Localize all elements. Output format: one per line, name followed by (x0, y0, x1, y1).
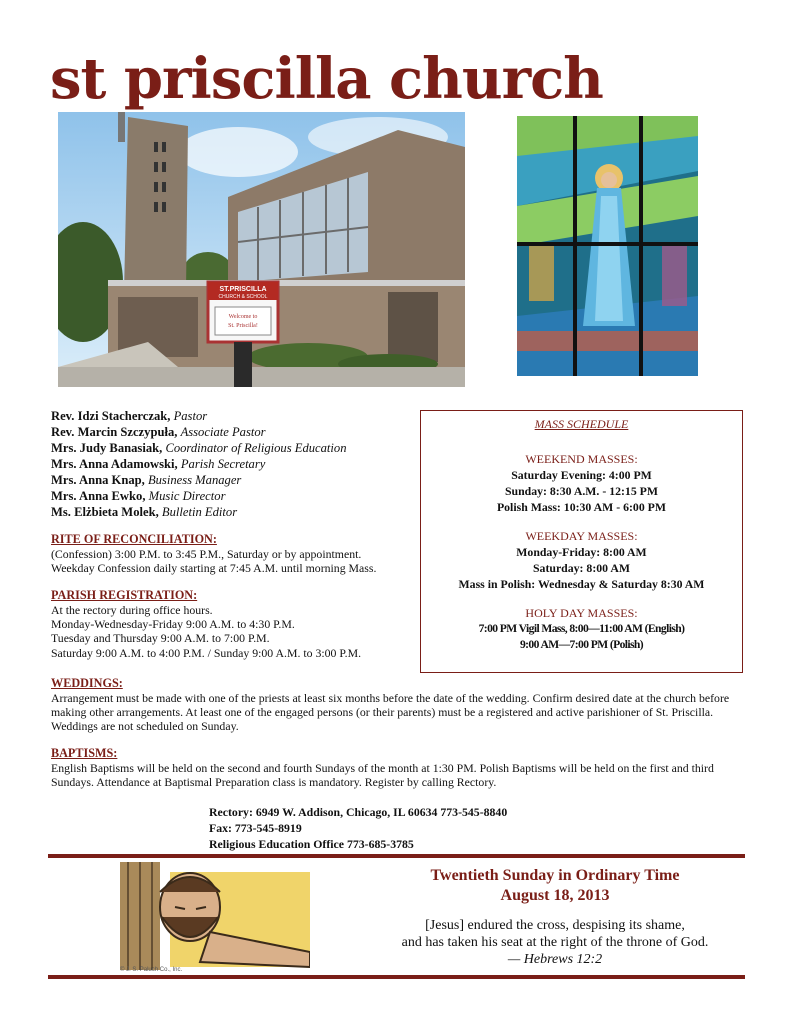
staff-row: Rev. Marcin Szczypuła, Associate Pastor (51, 425, 266, 439)
reconciliation-section (51, 532, 421, 575)
weddings-text: Arrangement must be made with one of the priests at least six months before the date of the wedding. Confirm desired date at the church before making other arrangements. At least one of the engaged persons (or their parents) must be a registered and active parishioner of St. Priscilla. Weddings are not scheduled on Sunday. (51, 691, 730, 734)
baptisms-heading: BAPTISMS: (51, 746, 118, 760)
mass-line: Sunday: 8:30 A.M. - 12:15 PM (504, 484, 659, 498)
rectory-contact (209, 804, 507, 852)
svg-text:ST.PRISCILLA: ST.PRISCILLA (219, 286, 267, 293)
staff-row: Rev. Idzi Stacherczak, Pastor (51, 409, 208, 423)
verse-line: [Jesus] endured the cross, despising its shame, (425, 918, 685, 933)
verse-citation: — Hebrews 12:2 (507, 952, 603, 967)
mass-line: Saturday: 8:00 AM (533, 561, 630, 575)
svg-text:Welcome to: Welcome to (228, 314, 258, 320)
divider-bottom (48, 975, 745, 979)
mass-line: 7:00 PM Vigil Mass, 8:00—11:00 AM (English) (478, 622, 685, 635)
rectory-line: Religious Education Office 773-685-3785 (209, 837, 414, 851)
sunday-date: August 18, 2013 (500, 887, 610, 904)
title-text: st priscilla church (50, 46, 603, 112)
mass-schedule-box (420, 410, 743, 673)
registration-line: Tuesday and Thursday 9:00 A.M. to 7:00 P.M. (51, 631, 270, 646)
mass-line: Saturday Evening: 4:00 PM (511, 468, 652, 482)
staff-row: Mrs. Anna Adamowski, Parish Secretary (51, 457, 266, 471)
baptisms-text: English Baptisms will be held on the second and fourth Sundays of the month at 1:30 PM. Polish Baptisms will be held on the first and third Sundays. Attendance at Baptismal Preparation class is mandatory. Register by calling Rectory. (51, 761, 714, 790)
baptisms-section (51, 746, 751, 789)
registration-section (51, 588, 421, 660)
rectory-line: Fax: 773-545-8919 (209, 821, 302, 835)
reconciliation-line: (Confession) 3:00 P.M. to 3:45 P.M., Saturday or by appointment. (51, 547, 362, 561)
divider-top (48, 854, 745, 858)
mass-line: Monday-Friday: 8:00 AM (516, 545, 647, 559)
reconciliation-heading: RITE OF RECONCILIATION: (51, 532, 217, 546)
mass-line: 9:00 AM—7:00 PM (Polish) (519, 638, 644, 651)
holy-day-heading: HOLY DAY MASSES: (525, 606, 638, 620)
weddings-section (51, 676, 751, 734)
rectory-line: Rectory: 6949 W. Addison, Chicago, IL 60634 773-545-8840 (209, 805, 508, 819)
stained-glass-photo (517, 116, 698, 376)
verse-line: and has taken his seat at the right of the throne of God. (401, 935, 709, 950)
mass-line: Mass in Polish: Wednesday & Saturday 8:30 AM (458, 577, 705, 591)
page-title (50, 38, 750, 113)
svg-text:CHURCH & SCHOOL: CHURCH & SCHOOL (218, 294, 268, 300)
staff-row: Ms. Elżbieta Molek, Bulletin Editor (51, 505, 238, 519)
image-credit: © J. S. Paluch Co., Inc. (120, 967, 183, 973)
liturgical-day (370, 866, 740, 906)
reconciliation-line: Weekday Confession daily starting at 7:45 A.M. until morning Mass. (51, 561, 377, 576)
weekend-heading: WEEKEND MASSES: (525, 452, 638, 466)
staff-row: Mrs. Anna Ewko, Music Director (51, 489, 226, 503)
staff-row: Mrs. Anna Knap, Business Manager (51, 473, 242, 487)
registration-line: Saturday 9:00 A.M. to 4:00 P.M. / Sunday 9:00 A.M. to 3:00 P.M. (51, 645, 362, 660)
mass-schedule-title: MASS SCHEDULE (534, 417, 629, 431)
staff-row: Mrs. Judy Banasiak, Coordinator of Religious Education (51, 441, 347, 455)
jesus-illustration (120, 862, 310, 970)
registration-heading: PARISH REGISTRATION: (51, 588, 198, 602)
mass-line: Polish Mass: 10:30 AM - 6:00 PM (496, 500, 667, 514)
registration-line: Monday-Wednesday-Friday 9:00 A.M. to 4:30 P.M. (51, 617, 295, 632)
registration-line: At the rectory during office hours. (51, 603, 213, 617)
church-photo (58, 112, 465, 387)
sunday-name: Twentieth Sunday in Ordinary Time (430, 867, 680, 884)
weddings-heading: WEDDINGS: (51, 676, 123, 690)
weekday-heading: WEEKDAY MASSES: (525, 529, 638, 543)
staff-list (51, 408, 411, 520)
svg-text:St. Priscilla!: St. Priscilla! (228, 323, 258, 329)
scripture-verse (370, 917, 740, 968)
